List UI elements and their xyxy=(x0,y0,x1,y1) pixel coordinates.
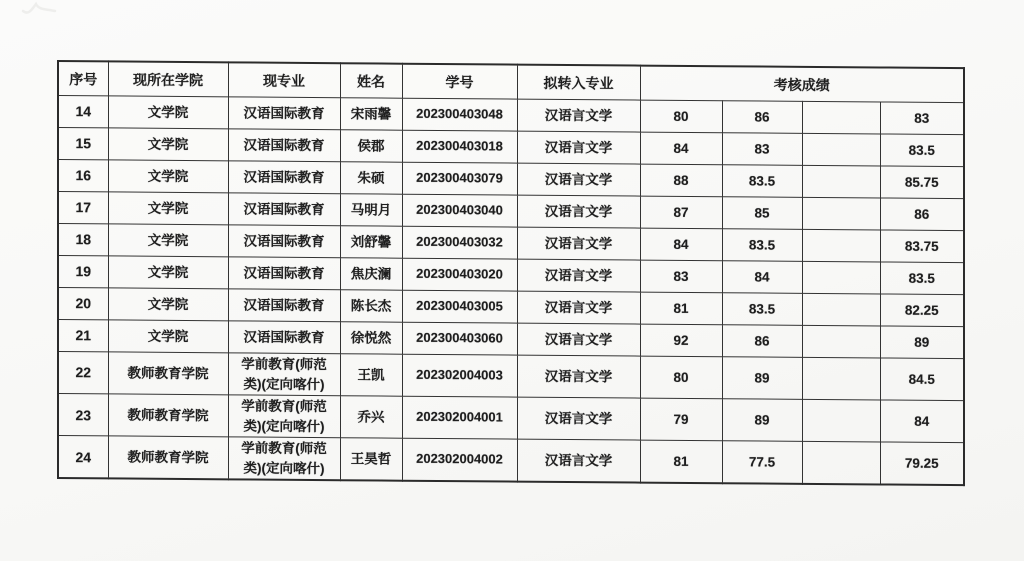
table-row xyxy=(58,352,964,401)
cell-name: 刘舒馨 xyxy=(340,226,402,258)
cell-name: 乔兴 xyxy=(340,396,402,439)
cell-score-3 xyxy=(802,101,880,134)
cell-score-final: 83.75 xyxy=(880,230,964,263)
cell-score-2: 85 xyxy=(722,197,802,230)
cell-score-1: 81 xyxy=(640,292,722,325)
cell-current-college: 教师教育学院 xyxy=(108,394,228,437)
cell-score-3 xyxy=(802,133,880,166)
cell-seq-no: 21 xyxy=(58,320,108,352)
cell-current-college: 文学院 xyxy=(108,128,228,161)
cell-score-3 xyxy=(802,293,880,326)
cell-score-2: 83.5 xyxy=(722,229,802,262)
cell-student-id: 202300403048 xyxy=(402,98,517,131)
cell-name: 朱硕 xyxy=(340,162,402,194)
cell-score-1: 80 xyxy=(640,100,722,133)
pen-check-mark-icon xyxy=(18,0,62,20)
cell-score-final: 82.25 xyxy=(880,294,964,327)
cell-name: 宋雨馨 xyxy=(340,98,402,130)
cell-score-1: 87 xyxy=(640,196,722,229)
cell-current-major: 汉语国际教育 xyxy=(228,129,340,162)
cell-score-final: 84 xyxy=(880,400,964,443)
cell-score-1: 79 xyxy=(640,398,722,441)
cell-score-final: 84.5 xyxy=(880,358,964,401)
cell-score-1: 84 xyxy=(640,132,722,165)
cell-current-major: 汉语国际教育 xyxy=(228,161,340,194)
cell-score-3 xyxy=(802,165,880,198)
cell-student-id: 202300403018 xyxy=(402,130,517,163)
cell-score-1: 84 xyxy=(640,228,722,261)
cell-seq-no: 18 xyxy=(58,224,108,256)
cell-target-major: 汉语言文学 xyxy=(517,163,640,196)
cell-current-major: 汉语国际教育 xyxy=(228,193,340,226)
col-header-current-major: 现专业 xyxy=(228,62,340,97)
cell-score-2: 84 xyxy=(722,261,802,294)
cell-target-major: 汉语言文学 xyxy=(517,131,640,164)
cell-target-major: 汉语言文学 xyxy=(517,259,640,292)
cell-target-major: 汉语言文学 xyxy=(517,323,640,356)
cell-current-college: 文学院 xyxy=(108,160,228,193)
table-body xyxy=(58,96,964,486)
cell-score-2: 83.5 xyxy=(722,293,802,326)
cell-score-final: 86 xyxy=(880,198,964,231)
cell-name: 王昊哲 xyxy=(340,438,402,481)
table-row xyxy=(58,394,964,443)
cell-current-major: 学前教育(师范类)(定向喀什) xyxy=(228,353,340,396)
cell-name: 焦庆澜 xyxy=(340,258,402,290)
cell-current-college: 教师教育学院 xyxy=(108,436,228,480)
cell-target-major: 汉语言文学 xyxy=(517,99,640,132)
cell-target-major: 汉语言文学 xyxy=(517,195,640,228)
cell-current-major: 汉语国际教育 xyxy=(228,257,340,290)
cell-score-final: 79.25 xyxy=(880,442,964,485)
cell-student-id: 202300403079 xyxy=(402,162,517,195)
cell-score-final: 89 xyxy=(880,326,964,359)
col-header-assessment-scores: 考核成绩 xyxy=(640,66,964,103)
cell-seq-no: 17 xyxy=(58,192,108,224)
cell-score-final: 85.75 xyxy=(880,166,964,199)
cell-score-2: 86 xyxy=(722,101,802,134)
cell-score-3 xyxy=(802,197,880,230)
cell-target-major: 汉语言文学 xyxy=(517,227,640,260)
cell-current-major: 汉语国际教育 xyxy=(228,321,340,354)
cell-seq-no: 24 xyxy=(58,436,108,479)
cell-current-college: 教师教育学院 xyxy=(108,352,228,395)
cell-score-2: 89 xyxy=(722,357,802,400)
cell-score-final: 83.5 xyxy=(880,262,964,295)
cell-seq-no: 22 xyxy=(58,352,108,395)
table-container xyxy=(57,60,963,486)
cell-student-id: 202300403020 xyxy=(402,258,517,291)
cell-score-2: 77.5 xyxy=(722,441,802,484)
cell-target-major: 汉语言文学 xyxy=(517,439,640,483)
cell-current-major: 学前教育(师范类)(定向喀什) xyxy=(228,395,340,438)
col-header-target-major: 拟转入专业 xyxy=(517,65,640,100)
cell-student-id: 202300403060 xyxy=(402,322,517,355)
cell-seq-no: 15 xyxy=(58,128,108,160)
cell-score-1: 88 xyxy=(640,164,722,197)
col-header-current-college: 现所在学院 xyxy=(108,61,228,96)
cell-score-3 xyxy=(802,357,880,400)
cell-current-major: 学前教育(师范类)(定向喀什) xyxy=(228,437,340,481)
cell-current-college: 文学院 xyxy=(108,320,228,353)
cell-name: 徐悦然 xyxy=(340,322,402,354)
cell-score-1: 80 xyxy=(640,356,722,399)
cell-score-3 xyxy=(802,399,880,442)
cell-score-2: 89 xyxy=(722,399,802,442)
cell-seq-no: 20 xyxy=(58,288,108,320)
cell-seq-no: 23 xyxy=(58,394,108,437)
cell-student-id: 202300403032 xyxy=(402,226,517,259)
cell-student-id: 202300403040 xyxy=(402,194,517,227)
col-header-name: 姓名 xyxy=(340,63,402,98)
cell-score-3 xyxy=(802,442,880,485)
cell-student-id: 202302004002 xyxy=(402,438,517,482)
table-row xyxy=(58,436,964,486)
cell-name: 马明月 xyxy=(340,194,402,226)
cell-score-1: 83 xyxy=(640,260,722,293)
cell-current-major: 汉语国际教育 xyxy=(228,289,340,322)
cell-seq-no: 19 xyxy=(58,256,108,288)
cell-name: 侯郡 xyxy=(340,130,402,162)
cell-current-college: 文学院 xyxy=(108,192,228,225)
cell-score-2: 86 xyxy=(722,325,802,358)
col-header-student-id: 学号 xyxy=(402,64,517,99)
cell-seq-no: 14 xyxy=(58,96,108,128)
cell-score-1: 92 xyxy=(640,324,722,357)
cell-current-major: 汉语国际教育 xyxy=(228,97,340,130)
col-header-seq-no: 序号 xyxy=(58,61,108,96)
cell-current-college: 文学院 xyxy=(108,96,228,129)
cell-score-1: 81 xyxy=(640,440,722,483)
cell-score-final: 83 xyxy=(880,102,964,135)
cell-score-2: 83.5 xyxy=(722,165,802,198)
cell-current-major: 汉语国际教育 xyxy=(228,225,340,258)
cell-score-final: 83.5 xyxy=(880,134,964,167)
cell-name: 王凯 xyxy=(340,354,402,397)
cell-student-id: 202300403005 xyxy=(402,290,517,323)
cell-score-3 xyxy=(802,229,880,262)
cell-current-college: 文学院 xyxy=(108,288,228,321)
cell-current-college: 文学院 xyxy=(108,224,228,257)
cell-current-college: 文学院 xyxy=(108,256,228,289)
cell-target-major: 汉语言文学 xyxy=(517,355,640,398)
cell-name: 陈长杰 xyxy=(340,290,402,322)
cell-target-major: 汉语言文学 xyxy=(517,397,640,440)
cell-score-3 xyxy=(802,261,880,294)
cell-score-3 xyxy=(802,325,880,358)
cell-score-2: 83 xyxy=(722,133,802,166)
cell-target-major: 汉语言文学 xyxy=(517,291,640,324)
cell-student-id: 202302004001 xyxy=(402,396,517,439)
transfer-assessment-table xyxy=(57,60,965,487)
cell-student-id: 202302004003 xyxy=(402,354,517,397)
cell-seq-no: 16 xyxy=(58,160,108,192)
